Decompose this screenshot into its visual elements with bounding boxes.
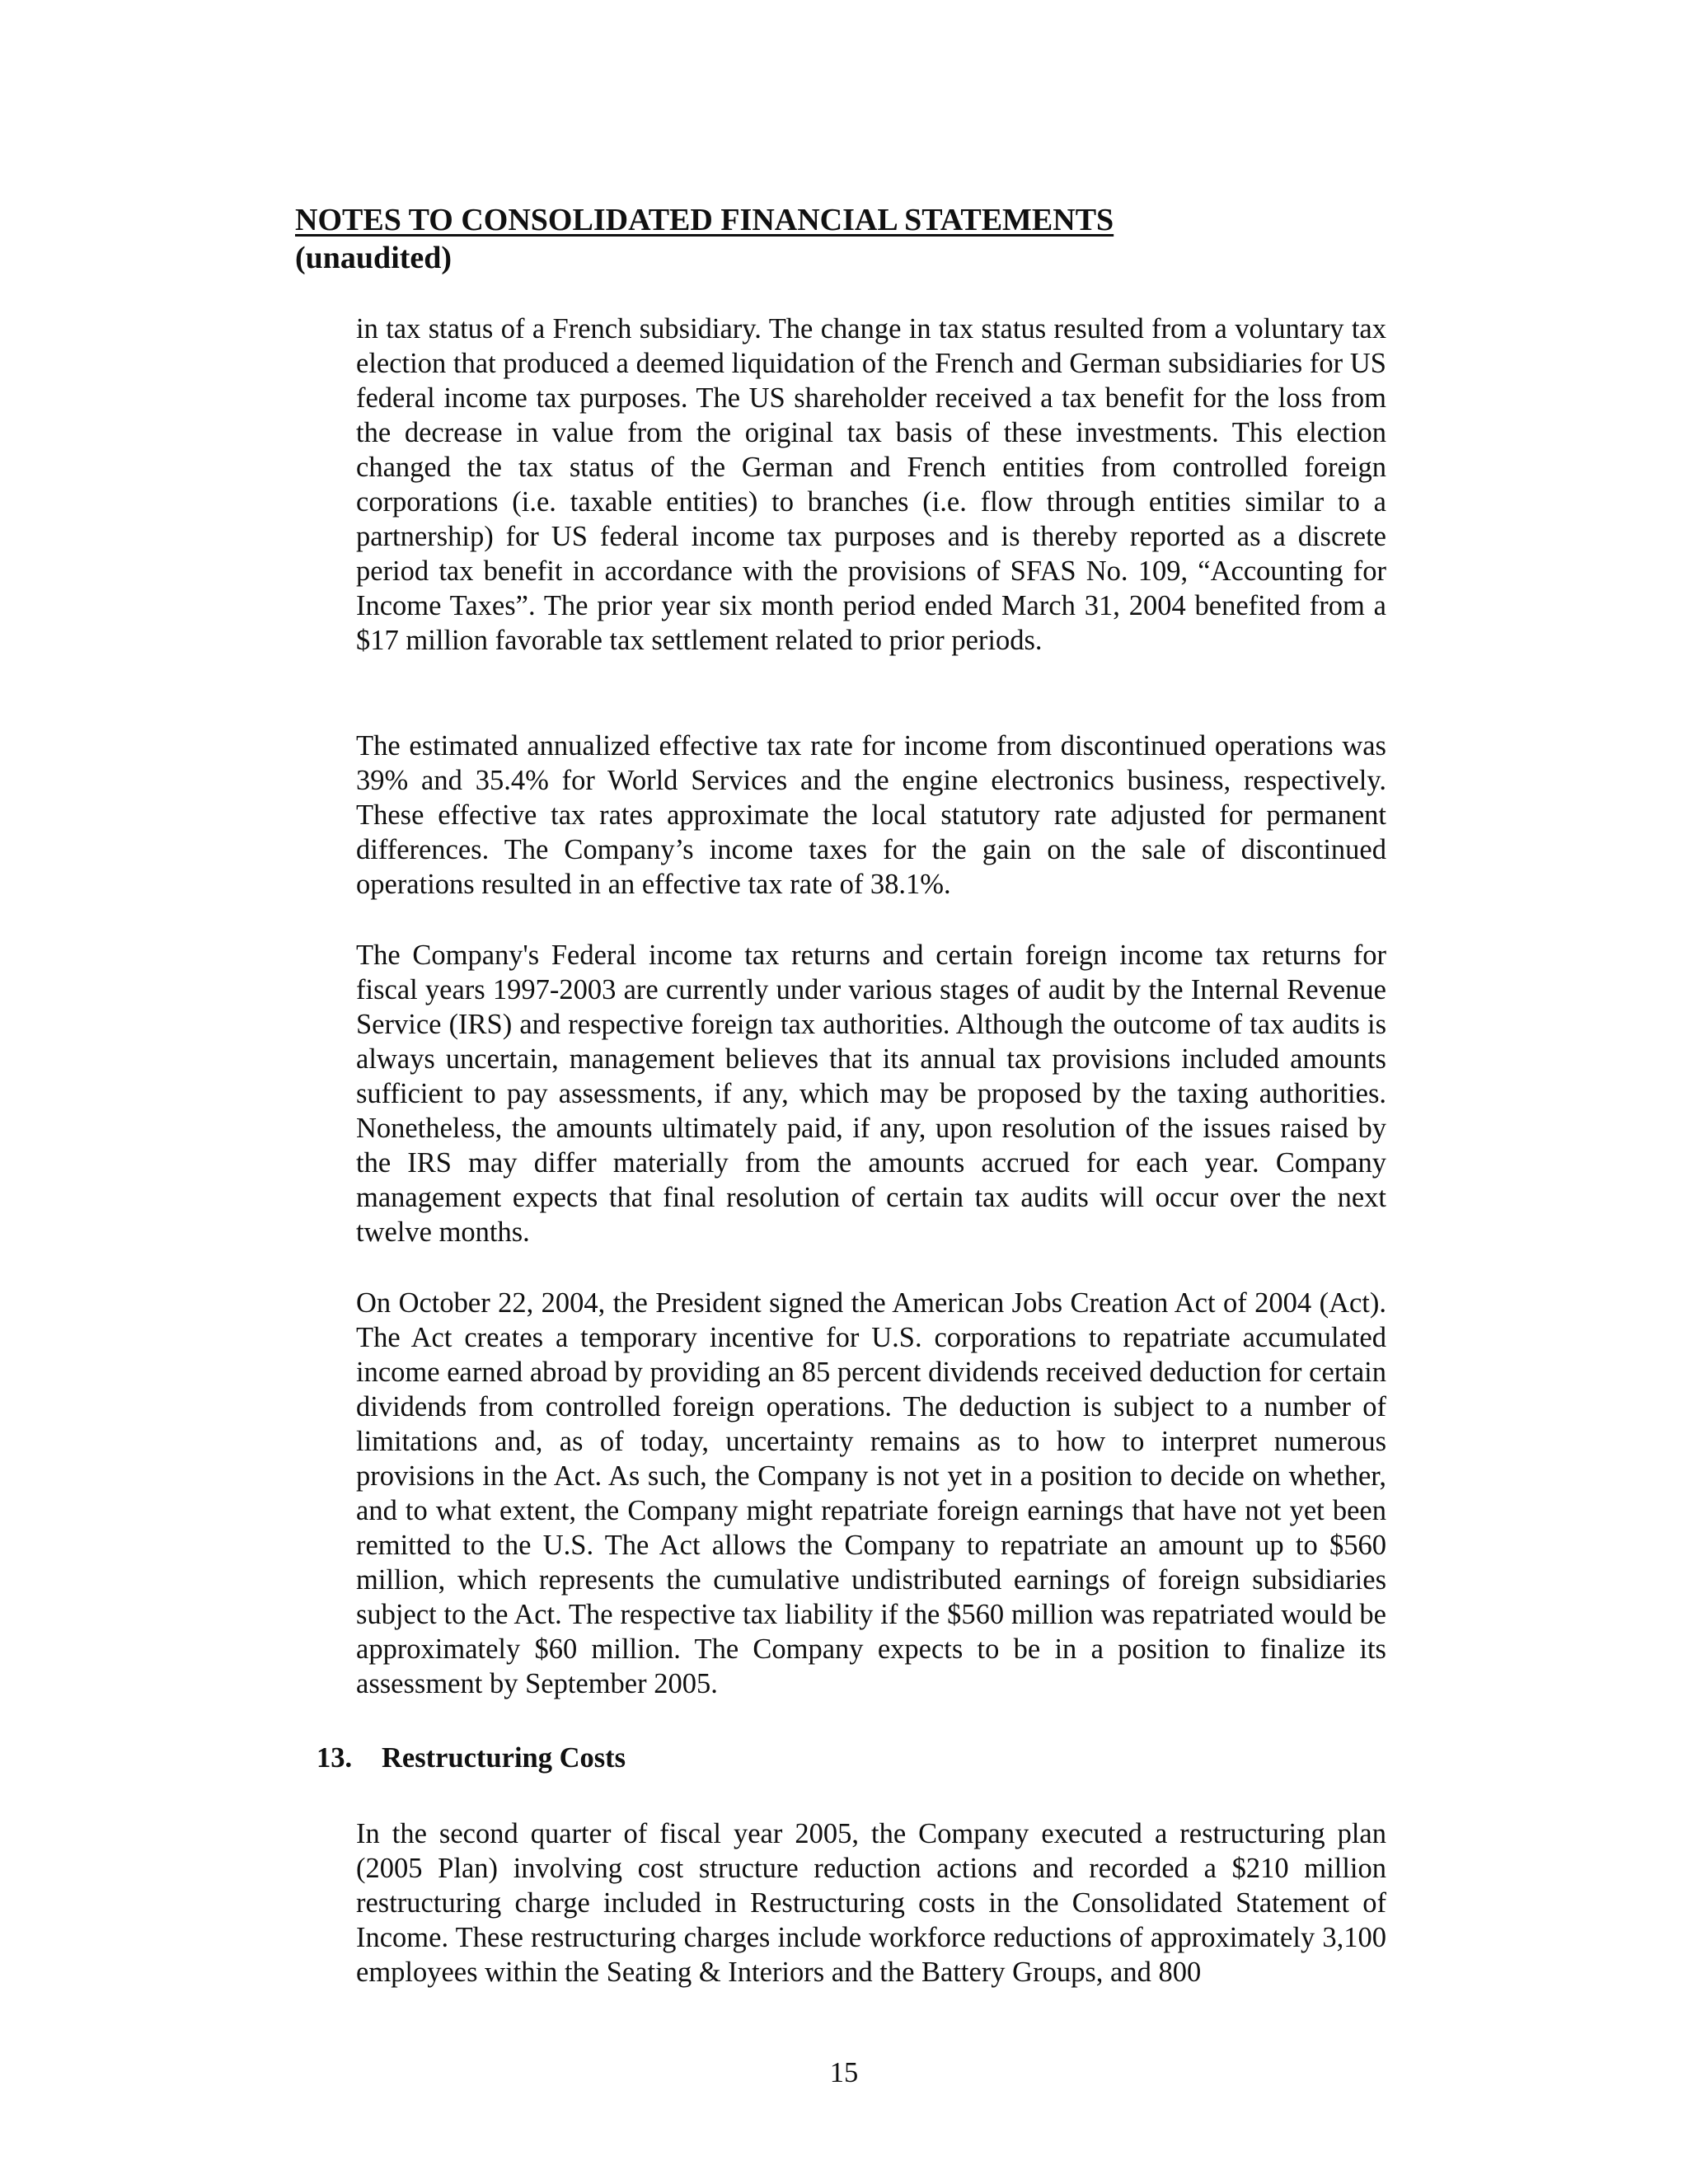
page-heading <box>295 201 1114 277</box>
page-title: NOTES TO CONSOLIDATED FINANCIAL STATEMENTS <box>295 203 1114 237</box>
paragraph-restructuring-plan: In the second quarter of fiscal year 2005, the Company executed a restructuring plan (2005 Plan) involving cost structure reduction actions and recorded a $210 million restructuring charge included in Restructuring costs in the Consolidated Statement of Income. These restructuring charges include workforce reductions of approximately 3,100 employees within the Seating & Interiors and the Battery Groups, and 800 <box>356 1818 1386 1988</box>
paragraph-irs-audits: The Company's Federal income tax returns and certain foreign income tax returns for fiscal years 1997-2003 are currently under various stages of audit by the Internal Revenue Service (IRS) and respective foreign tax authorities. Although the outcome of tax audits is always uncertain, management believes that its annual tax provisions included amounts sufficient to pay assessments, if any, which may be proposed by the taxing authorities. Nonetheless, the amounts ultimately paid, if any, upon resolution of the issues raised by the IRS may differ materially from the amounts accrued for each year. Company management expects that final resolution of certain tax audits will occur over the next twelve months. <box>356 940 1386 1248</box>
paragraph-discontinued-operations-tax-rate: The estimated annualized effective tax rate for income from discontinued operations was 39% and 35.4% for World Services and the engine electronics business, respectively. These effective tax rates approximate the local statutory rate adjusted for permanent differences. The Company’s income taxes for the gain on the sale of discontinued operations resulted in an effective tax rate of 38.1%. <box>356 730 1386 900</box>
paragraph-french-subsidiary-tax-status: in tax status of a French subsidiary. The change in tax status resulted from a voluntary tax election that produced a deemed liquidation of the French and German subsidiaries for US federal income tax purposes. The US shareholder received a tax benefit for the loss from the decrease in value from the original tax basis of these investments. This election changed the tax status of the German and French entities from controlled foreign corporations (i.e. taxable entities) to branches (i.e. flow through entities similar to a partnership) for US federal income tax purposes and is thereby reported as a discrete period tax benefit in accordance with the provisions of SFAS No. 109, “Accounting for Income Taxes”. The prior year six month period ended March 31, 2004 benefited from a $17 million favorable tax settlement related to prior periods. <box>356 313 1386 656</box>
section-number: 13. <box>316 1742 353 1774</box>
section-title: Restructuring Costs <box>382 1742 626 1774</box>
section-heading-restructuring-costs <box>316 1741 626 1775</box>
paragraph-jobs-creation-act: On October 22, 2004, the President signed the American Jobs Creation Act of 2004 (Act). The Act creates a temporary incentive for U.S. corporations to repatriate accumulated income earned abroad by providing an 85 percent dividends received deduction for certain dividends from controlled foreign operations. The deduction is subject to a number of limitations and, as of today, uncertainty remains as to how to interpret numerous provisions in the Act. As such, the Company is not yet in a position to decide on whether, and to what extent, the Company might repatriate foreign earnings that have not yet been remitted to the U.S. The Act allows the Company to repatriate an amount up to $560 million, which represents the cumulative undistributed earnings of foreign subsidiaries subject to the Act. The respective tax liability if the $560 million was repatriated would be approximately $60 million. The Company expects to be in a position to finalize its assessment by September 2005. <box>356 1287 1386 1699</box>
page-subtitle: (unaudited) <box>295 241 452 275</box>
page-number: 15 <box>829 2057 859 2088</box>
